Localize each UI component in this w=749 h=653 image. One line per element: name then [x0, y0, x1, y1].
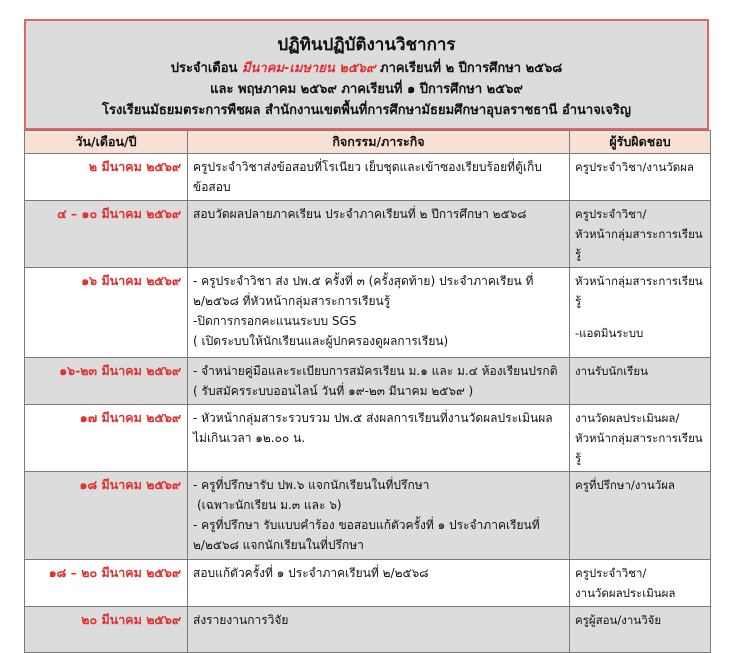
activity-line: ( เปิดระบบให้นักเรียนและผู้ปกครองดูผลการเรียน): [193, 334, 449, 348]
responsible-line: งานรับนักเรียน: [575, 364, 648, 378]
row-responsible: [570, 607, 711, 653]
table-row: [25, 201, 711, 268]
row-responsible: [570, 560, 711, 607]
header-month: มีนาคม-เมษายน ๒๕๖๙: [241, 61, 376, 76]
table-row: [25, 358, 711, 405]
schedule-table: [24, 130, 711, 653]
table-row: [25, 154, 711, 201]
row-activity: [188, 201, 570, 268]
row-activity: [188, 358, 570, 405]
row-date: ๒ มีนาคม ๒๕๖๙: [25, 154, 188, 201]
table-row: [25, 472, 711, 560]
row-responsible: [570, 268, 711, 358]
row-date: ๑๗ มีนาคม ๒๕๖๙: [25, 405, 188, 472]
row-date: ๔ – ๑๐ มีนาคม ๒๕๖๙: [25, 201, 188, 268]
header-line-1: [26, 58, 707, 79]
activity-line: ( รับสมัครระบบออนไลน์ วันที่ ๑๙-๒๓ มีนาคม ๒๕๖๙ ): [193, 384, 474, 398]
row-activity: [188, 560, 570, 607]
responsible-line: ครูผู้สอน/งานวิจัย: [575, 613, 662, 627]
table-header-row: [25, 131, 711, 154]
row-responsible: [570, 358, 711, 405]
document-title: ปฏิทินปฏิบัติงานวิชาการ: [277, 35, 456, 55]
activity-line: - ครูประจำวิชา ส่ง ปพ.๕ ครั้งที่ ๓ (ครั้งสุดท้าย) ประจำภาคเรียน ที่ ๒/๒๕๖๘ ที่หัวหน้ากลุ่มสาระการเรียนรู้: [193, 274, 534, 308]
table-row: [25, 268, 711, 358]
activity-line: - ครูที่ปรึกษารับ ปพ.๖ แจกนักเรียนในที่ปรึกษา: [193, 478, 430, 492]
row-responsible: [570, 472, 711, 560]
responsible-line: งานวัดผลประเมินผล/: [575, 411, 680, 425]
table-row: [25, 607, 711, 653]
activity-line: สอบแก้ตัวครั้งที่ ๑ ประจำภาคเรียนที่ ๒/๒๕๖๘: [193, 566, 429, 580]
activity-line: ส่งรายงานการวิจัย: [193, 613, 289, 627]
responsible-line: หัวหน้ากลุ่มสาระการเรียนรู้: [575, 431, 703, 465]
row-responsible: [570, 405, 711, 472]
row-date: ๑๘ – ๒๐ มีนาคม ๒๕๖๙: [25, 560, 188, 607]
activity-line: (เฉพาะนักเรียน ม.๓ และ ๖): [197, 498, 342, 512]
row-date: ๒๐ มีนาคม ๒๕๖๙: [25, 607, 188, 653]
row-responsible: [570, 201, 711, 268]
activity-line: -ปิดการกรอกคะแนนระบบ SGS: [193, 314, 357, 328]
row-activity: [188, 405, 570, 472]
header-line-1-prefix: ประจำเดือน: [170, 61, 242, 76]
responsible-line: หัวหน้ากลุ่มสาระการเรียนรู้: [575, 274, 703, 308]
row-activity: [188, 154, 570, 201]
row-responsible: [570, 154, 711, 201]
row-date: ๑๖-๒๓ มีนาคม ๒๕๖๙: [25, 358, 188, 405]
activity-line: - ครูที่ปรึกษา รับแบบคำร้อง ขอสอบแก้ตัวครั้งที่ ๑ ประจำภาคเรียนที่ ๒/๒๕๖๘ แจกนักเรียนในที่ปรึกษา: [193, 518, 540, 552]
responsible-line: หัวหน้ากลุ่มสาระการเรียนรู้: [575, 227, 703, 261]
header-line-2: และ พฤษภาคม ๒๕๖๙ ภาคเรียนที่ ๑ ปีการศึกษา ๒๕๖๙: [210, 82, 523, 97]
table-row: [25, 560, 711, 607]
table-row: [25, 405, 711, 472]
row-activity: [188, 607, 570, 653]
row-activity: [188, 472, 570, 560]
row-date: ๑๖ มีนาคม ๒๕๖๙: [25, 268, 188, 358]
column-header-activity: กิจกรรม/ภาระกิจ: [188, 131, 570, 154]
activity-line: - จำหน่ายคู่มือและระเบียบการสมัครเรียน ม.๑ และ ม.๔ ห้องเรียนปรกติ: [193, 364, 558, 378]
responsible-line: ครูประจำวิชา/งานวัดผล: [575, 160, 694, 174]
column-header-date: วัน/เดือน/ปี: [25, 131, 188, 154]
activity-line: สอบวัดผลปลายภาคเรียน ประจำภาคเรียนที่ ๒ ปีการศึกษา ๒๕๖๘: [193, 207, 527, 221]
responsible-line: ครูประจำวิชา/: [575, 207, 647, 221]
activity-line: - หัวหน้ากลุ่มสาระรวบรวม ปพ.๕ ส่งผลการเรียนที่งานวัดผลประเมินผล ไม่เกินเวลา ๑๒.๐๐ น.: [193, 411, 553, 445]
row-date: ๑๘ มีนาคม ๒๕๖๙: [25, 472, 188, 560]
activity-line: ครูประจำวิชาส่งข้อสอบที่โรเนียว เย็บชุดและเข้าซองเรียบร้อยที่ตู้เก็บข้อสอบ: [193, 160, 542, 194]
document-header: [24, 19, 709, 130]
responsible-line: ครูประจำวิชา/: [575, 566, 647, 580]
header-line-3: โรงเรียนมัธยมตระการพืชผล สำนักงานเขตพื้นที่การศึกษามัธยมศึกษาอุบลราชธานี อำนาจเจริญ: [102, 103, 631, 118]
row-activity: [188, 268, 570, 358]
header-line-1-suffix: ภาคเรียนที่ ๒ ปีการศึกษา ๒๕๖๘: [375, 61, 563, 76]
responsible-line: -แอดมินระบบ: [575, 326, 644, 340]
column-header-responsible: ผู้รับผิดชอบ: [570, 131, 711, 154]
responsible-line: ครูที่ปรึกษา/งานวัผล: [575, 478, 675, 492]
responsible-line: งานวัดผลประเมินผล: [575, 586, 676, 600]
